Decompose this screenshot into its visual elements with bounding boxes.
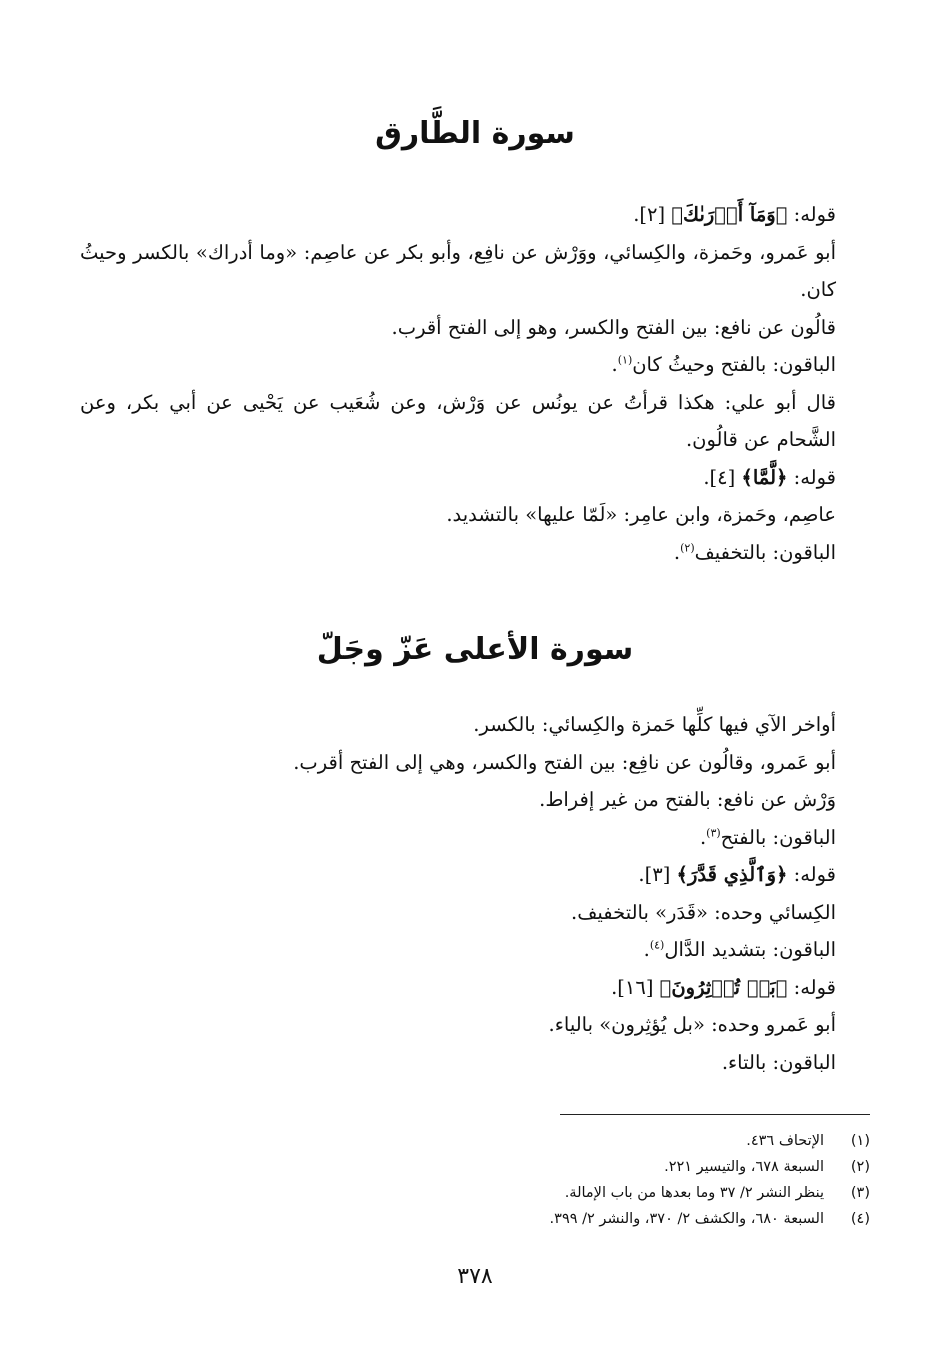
footnote-text: ينظر النشر ٢/ ٣٧ وما بعدها من باب الإمالة. (564, 1185, 824, 1201)
surah-tariq-title: سورة الطَّارق (375, 116, 575, 151)
quran-quote: ﴿وَمَآ أَدۡرَىٰكَ﴾ (671, 203, 788, 226)
footnote-number: (٣) (850, 1185, 870, 1201)
footnote-marker: (٢) (680, 541, 695, 554)
reading-line: أبو عَمرو، وقالُون عن نافِع: بين الفتح والكسر، وهي إلى الفتح أقرب. (293, 750, 836, 774)
reading-line: الباقون: بالفتح وحيثُ كان$^{(١)}$. (611, 353, 836, 376)
reading-line: أواخر الآي فيها كلِّها حَمزة والكِسائي: بالكسر. (473, 713, 836, 736)
footnote-number: (٢) (850, 1159, 870, 1175)
footnote-text: الإتحاف ٤٣٦. (746, 1133, 824, 1149)
page-number: ٣٧٨ (457, 1264, 493, 1289)
reading-line: الباقون: بالتخفيف$^{(٢)}$. (673, 540, 836, 564)
reading-line: عاصِم، وحَمزة، وابن عامِر: «لَمّا عليها» بالتشديد. (446, 503, 836, 526)
footnote-marker: (٤) (649, 938, 665, 952)
footnote-text: السبعة ٦٨٠، والكشف ٢/ ٣٧٠، والنشر ٢/ ٣٩٩. (549, 1211, 824, 1227)
surah-tariq-body (80, 196, 870, 571)
quran-quote: ﴿لَّمَّا﴾ (741, 465, 788, 489)
surah-ala-title: سورة الأعلى عَزّ وجَلّ (316, 632, 634, 667)
reading-line: أبو عَمرو، وحَمزة، والكِسائي، ووَرْش عن نافِع، وأبو بكر عن عاصِم: «وما أدراك» بالكسر وحيثُ كان. (80, 240, 836, 301)
footnote (80, 1128, 870, 1154)
footnote-number: (١) (850, 1133, 870, 1149)
reading-line: وَرْش عن نافع: بالفتح من غير إفراط. (539, 788, 836, 811)
quran-quote: ﴿وَٱلَّذِي قَدَّرَ﴾ (676, 863, 788, 886)
reading-line: قال أبو علي: هكذا قرأتُ عن يونُس عن وَرْش، وعن شُعَيب عن يَحْيى عن أبي بكر، وعن الشَّحام عن قالُون. (80, 390, 836, 451)
book-page (80, 0, 870, 1361)
footnote-divider (560, 1114, 870, 1115)
footnote (80, 1154, 870, 1180)
footnote-number: (٤) (850, 1211, 870, 1227)
reading-line: الباقون: بالفتح$^{(٣)}$. (699, 825, 836, 849)
footnote-marker: (١) (617, 353, 633, 367)
footnote (80, 1206, 870, 1232)
reading-line: الباقون: بتشديد الدَّال$^{(٤)}$. (643, 938, 836, 961)
reading-line: أبو عَمرو وحده: «بل يُؤثِرون» بالياء. (548, 1013, 836, 1036)
surah-ala-body (80, 706, 870, 1081)
verse-reference-line: قوله: ﴿لَّمَّا﴾ [٤]. (703, 465, 836, 489)
footnotes (80, 1128, 870, 1232)
quran-quote: ﴿بَلۡ تُؤۡثِرُونَ﴾ (659, 975, 788, 999)
reading-line: الكِسائي وحده: «قَدَر» بالتخفيف. (571, 900, 836, 924)
footnote-marker: (٣) (706, 826, 721, 839)
verse-reference-line: قوله: ﴿وَمَآ أَدۡرَىٰكَ﴾ [٢]. (633, 203, 836, 226)
footnote-text: السبعة ٦٧٨، والتيسير ٢٢١. (664, 1159, 824, 1175)
verse-reference-line: قوله: ﴿بَلۡ تُؤۡثِرُونَ﴾ [١٦]. (611, 975, 836, 999)
reading-line: قالُون عن نافع: بين الفتح والكسر، وهو إلى الفتح أقرب. (391, 315, 836, 339)
reading-line: الباقون: بالتاء. (721, 1050, 836, 1074)
footnote (80, 1180, 870, 1206)
verse-reference-line: قوله: ﴿وَٱلَّذِي قَدَّرَ﴾ [٣]. (638, 863, 836, 886)
